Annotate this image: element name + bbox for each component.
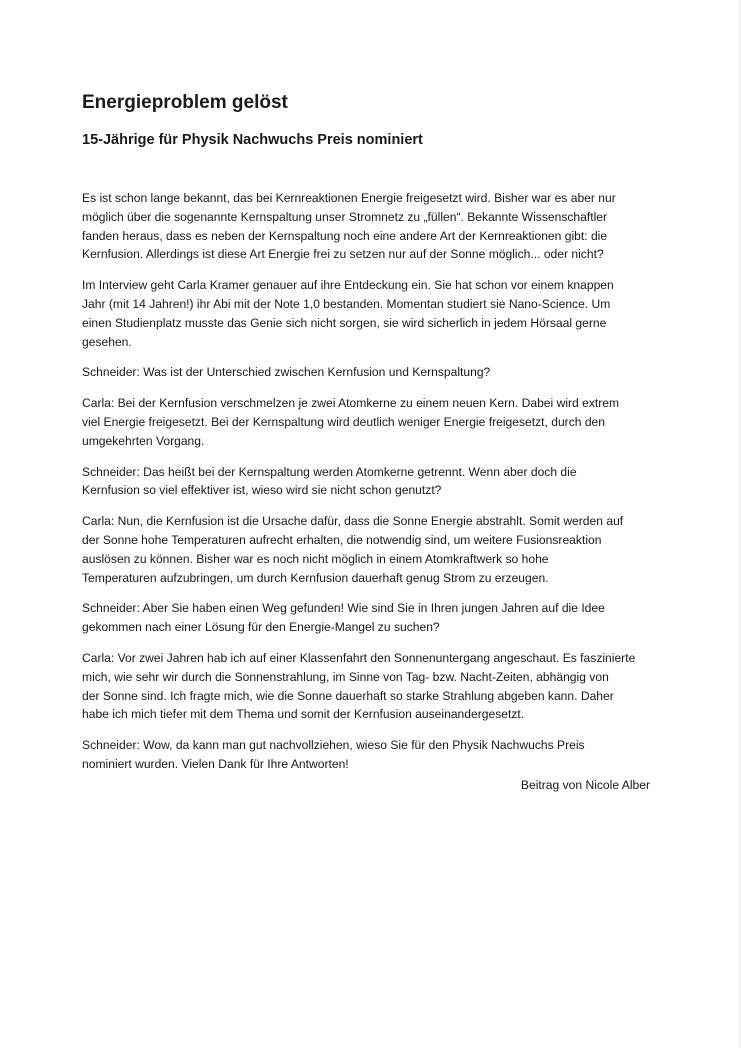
text-line: der Sonne sind. Ich fragte mich, wie die Sonne dauerhaft so starke Strahlung abgeben kann. Daher — [82, 688, 614, 703]
text-line: Kernfusion. Allerdings ist diese Art Energie frei zu setzen nur auf der Sonne möglich... oder nicht? — [82, 247, 604, 262]
text-line: nominiert wurden. Vielen Dank für Ihre Antworten! — [82, 756, 349, 771]
paragraph-interview-intro — [82, 276, 660, 351]
text-line: Schneider: Das heißt bei der Kernspaltung werden Atomkerne getrennt. Wenn aber doch die — [82, 464, 577, 479]
text-line: Carla: Vor zwei Jahren hab ich auf einer Klassenfahrt den Sonnenuntergang angeschaut. Es faszinierte — [82, 650, 636, 665]
paragraph-answer-2 — [82, 512, 660, 587]
paragraph-question-1 — [82, 363, 660, 382]
text-line: einen Studienplatz musste das Genie sich nicht sorgen, sie wird sicherlich in jedem Hörsaal gerne — [82, 315, 607, 330]
text-line: möglich über die sogenannte Kernspaltung unser Stromnetz zu „füllen“. Bekannte Wissenschaftler — [82, 209, 608, 224]
text-line: Schneider: Was ist der Unterschied zwischen Kernfusion und Kernspaltung? — [82, 365, 491, 380]
text-line: Jahr (mit 14 Jahren!) ihr Abi mit der Note 1,0 bestanden. Momentan studiert sie Nano-Science. Um — [82, 296, 611, 311]
text-line: Carla: Bei der Kernfusion verschmelzen je zwei Atomkerne zu einem neuen Kern. Dabei wird extrem — [82, 396, 620, 411]
text-line: Kernfusion so viel effektiver ist, wieso wird sie nicht schon genutzt? — [82, 483, 442, 498]
text-line: Schneider: Aber Sie haben einen Weg gefunden! Wie sind Sie in Ihren jungen Jahren auf die Idee — [82, 601, 605, 616]
text-line: gekommen nach einer Lösung für den Energie-Mangel zu suchen? — [82, 620, 440, 635]
paragraph-question-2 — [82, 463, 660, 501]
article-body — [82, 189, 660, 786]
paragraph-answer-1 — [82, 394, 660, 450]
author-byline: Beitrag von Nicole Alber — [520, 778, 650, 792]
text-line: Im Interview geht Carla Kramer genauer auf ihre Entdeckung ein. Sie hat schon vor einem knappen — [82, 278, 614, 293]
paragraph-closing — [82, 736, 660, 774]
article-title: Energieproblem gelöst — [82, 92, 288, 113]
paragraph-answer-3 — [82, 649, 660, 724]
text-line: mich, wie sehr wir durch die Sonnenstrahlung, im Sinne von Tag- bzw. Nacht-Zeiten, abhängig von — [82, 669, 609, 684]
text-line: Temperaturen aufzubringen, um durch Kernfusion dauerhaft genug Strom zu erzeugen. — [82, 570, 549, 585]
text-line: gesehen. — [82, 334, 132, 349]
text-line: Schneider: Wow, da kann man gut nachvollziehen, wieso Sie für den Physik Nachwuchs Preis — [82, 738, 585, 753]
paragraph-intro — [82, 189, 660, 264]
text-line: auslösen zu können. Bisher war es noch nicht möglich in einem Atomkraftwerk so hohe — [82, 551, 549, 566]
paragraph-question-3 — [82, 599, 660, 637]
text-line: Es ist schon lange bekannt, das bei Kernreaktionen Energie freigesetzt wird. Bisher war es aber nur — [82, 191, 616, 205]
text-line: umgekehrten Vorgang. — [82, 433, 205, 448]
text-line: der Sonne hohe Temperaturen aufrecht erhalten, die notwendig sind, um weitere Fusionsreaktion — [82, 532, 602, 547]
text-line: habe ich mich tiefer mit dem Thema und somit der Kernfusion auseinandergesetzt. — [82, 707, 525, 722]
text-line: fanden heraus, dass es neben der Kernspaltung noch eine andere Art der Kernreaktionen gibt: die — [82, 228, 608, 243]
article-subtitle: 15-Jährige für Physik Nachwuchs Preis nominiert — [82, 132, 423, 148]
text-line: Carla: Nun, die Kernfusion ist die Ursache dafür, dass die Sonne Energie abstrahlt. Somit werden auf — [82, 514, 624, 529]
text-line: viel Energie freigesetzt. Bei der Kernspaltung wird deutlich weniger Energie freigesetzt, durch den — [82, 414, 606, 429]
